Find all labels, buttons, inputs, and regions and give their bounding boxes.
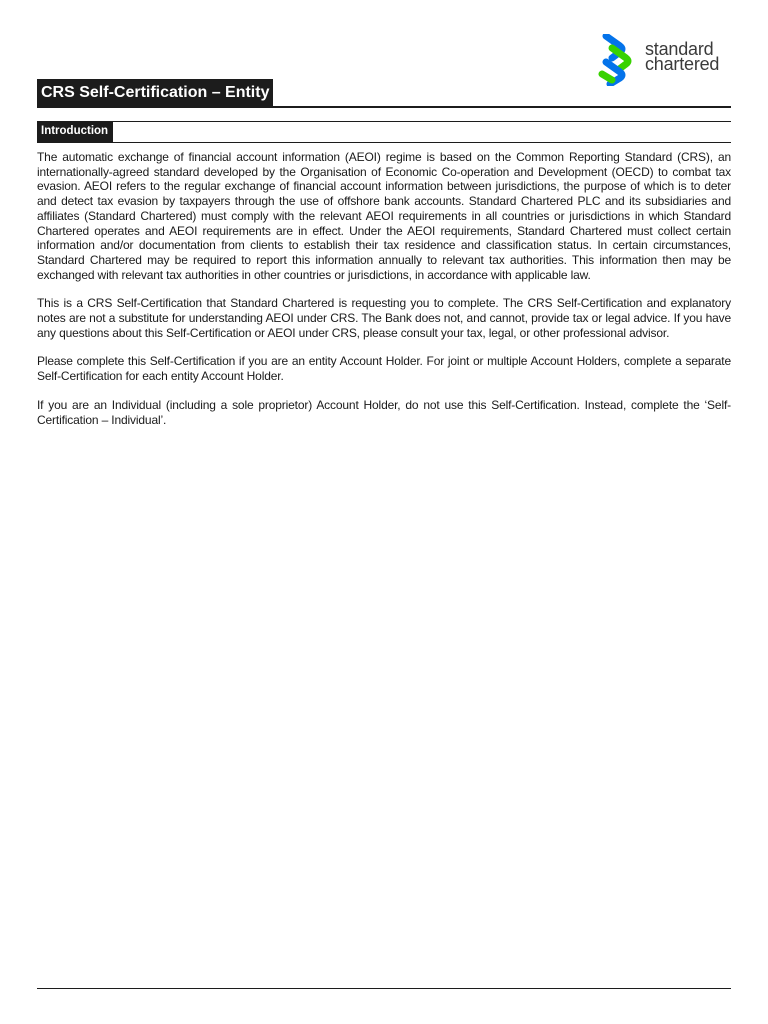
section-heading-introduction: Introduction (37, 121, 113, 143)
standard-chartered-logo (598, 34, 738, 86)
logo-wordmark-line1: standard (645, 39, 714, 59)
introduction-body (37, 150, 731, 441)
logo-wordmark (645, 39, 720, 74)
footer-divider (37, 988, 731, 989)
introduction-paragraph-aeoi: The automatic exchange of financial account information (AEOI) regime is based on the Common Reporting Standard (CRS), an internationally-agreed standard developed by the Organisation of Economic Co-operation and Development (OECD) to combat tax evasion. AEOI refers to the regular exchange of financial account information between jurisdictions, the purpose of which is to deter and detect tax evasion by taxpayers through the use of offshore bank accounts. Standard Chartered PLC and its subsidiaries and affiliates (Standard Chartered) must comply with the relevant AEOI requirements in all countries or jurisdictions in which Standard Chartered operates and AEOI requirements are in effect. Under the AEOI requirements, Standard Chartered must collect certain information and/or documentation from clients to establish their tax residence and classification status. In certain circumstances, Standard Chartered may be required to report this information annually to relevant tax authorities. This information then may be exchanged with relevant tax authorities in other countries or jurisdictions, in accordance with applicable law. (37, 150, 731, 282)
introduction-paragraph-individual: If you are an Individual (including a sole proprietor) Account Holder, do not use this Self-Certification. Instead, complete the ‘Self-Certification – Individual’. (37, 397, 731, 427)
introduction-paragraph-request: This is a CRS Self-Certification that Standard Chartered is requesting you to complete. The CRS Self-Certification and explanatory notes are not a substitute for understanding AEOI under CRS. The Bank does not, and cannot, provide tax or legal advice. If you have any questions about this Self-Certification or AEOI under CRS, please consult your tax, legal, or other professional advisor. (37, 296, 731, 340)
section-divider-top (37, 121, 731, 122)
logo-wordmark-line2: chartered (645, 54, 720, 74)
title-divider (37, 106, 731, 108)
section-divider-bottom (37, 142, 731, 143)
introduction-paragraph-entity: Please complete this Self-Certification if you are an entity Account Holder. For joint or multiple Account Holders, complete a separate Self-Certification for each entity Account Holder. (37, 354, 731, 384)
standard-chartered-logo-icon (598, 34, 638, 86)
document-title: CRS Self-Certification – Entity (37, 79, 273, 106)
